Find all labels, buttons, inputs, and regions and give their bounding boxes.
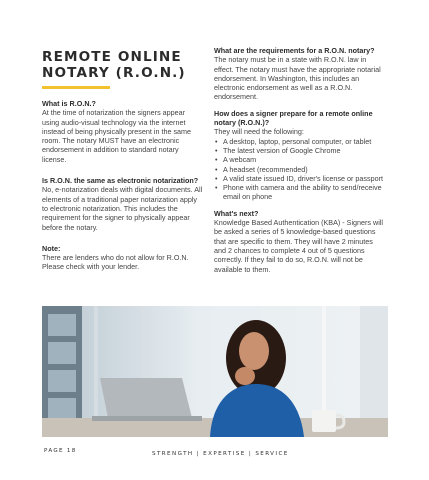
question-what-is-ron: What is R.O.N.? bbox=[42, 99, 96, 108]
list-item: • The latest version of Google Chrome bbox=[214, 146, 386, 155]
title-accent-bar bbox=[42, 86, 110, 89]
list-item: • A webcam bbox=[214, 155, 386, 164]
question-signer-prepare: How does a signer prepare for a remote online notary (R.O.N.)? bbox=[214, 108, 373, 128]
answer-ron-vs-enotarization: No, e-notarization deals with digital documents. All elements of a traditional paper notarization apply to electronic notarization. This includes the requirement for the signer to physically appear before the notary. bbox=[42, 185, 203, 232]
question-requirements: What are the requirements for a R.O.N. notary? bbox=[214, 46, 375, 55]
woman-at-laptop-photo bbox=[42, 306, 388, 437]
signer-needs-list bbox=[214, 137, 386, 202]
list-item: • A valid state issued ID, driver's license or passport bbox=[214, 174, 386, 183]
answer-what-is-ron: At the time of notarization the signers appear using audio-visual technology via the internet instead of being physically present in the same room. The notary MUST have an electronic endorsement in addition to standard notary license. bbox=[42, 108, 192, 164]
note-text: There are lenders who do not allow for R.O.N. Please check with your lender. bbox=[42, 253, 189, 272]
answer-whats-next: Knowledge Based Authentication (KBA) - Signers will be asked a series of 5 knowledge-based questions that are specific to them. They will have 2 minutes and 2 chances to complete 4 out of 5 questions correctly. If they fail to do so, R.O.N. will not be available to them. bbox=[214, 218, 383, 274]
page-title: REMOTE ONLINE NOTARY (R.O.N.) bbox=[42, 49, 186, 81]
question-whats-next: What's next? bbox=[214, 208, 259, 218]
answer-requirements: The notary must be in a state with R.O.N. law in effect. The notary must have the appropriate notarial endorsement. In Washington, this includes an electronic endorsement as well as a R.O.N. endorsement. bbox=[214, 55, 381, 102]
list-item: • Phone with camera and the ability to send/receive email on phone bbox=[214, 183, 386, 202]
question-ron-vs-enotarization: Is R.O.N. the same as electronic notarization? bbox=[42, 176, 199, 186]
footer-tagline: STRENGTH | EXPERTISE | SERVICE bbox=[152, 451, 289, 457]
signer-prepare-intro: They will need the following: bbox=[214, 127, 304, 137]
page-number: PAGE 18 bbox=[44, 448, 77, 454]
note-heading: Note: bbox=[42, 243, 61, 253]
right-column bbox=[214, 46, 386, 274]
left-column bbox=[42, 99, 204, 272]
list-item: • A desktop, laptop, personal computer, or tablet bbox=[214, 137, 386, 146]
list-item: • A headset (recommended) bbox=[214, 165, 386, 174]
